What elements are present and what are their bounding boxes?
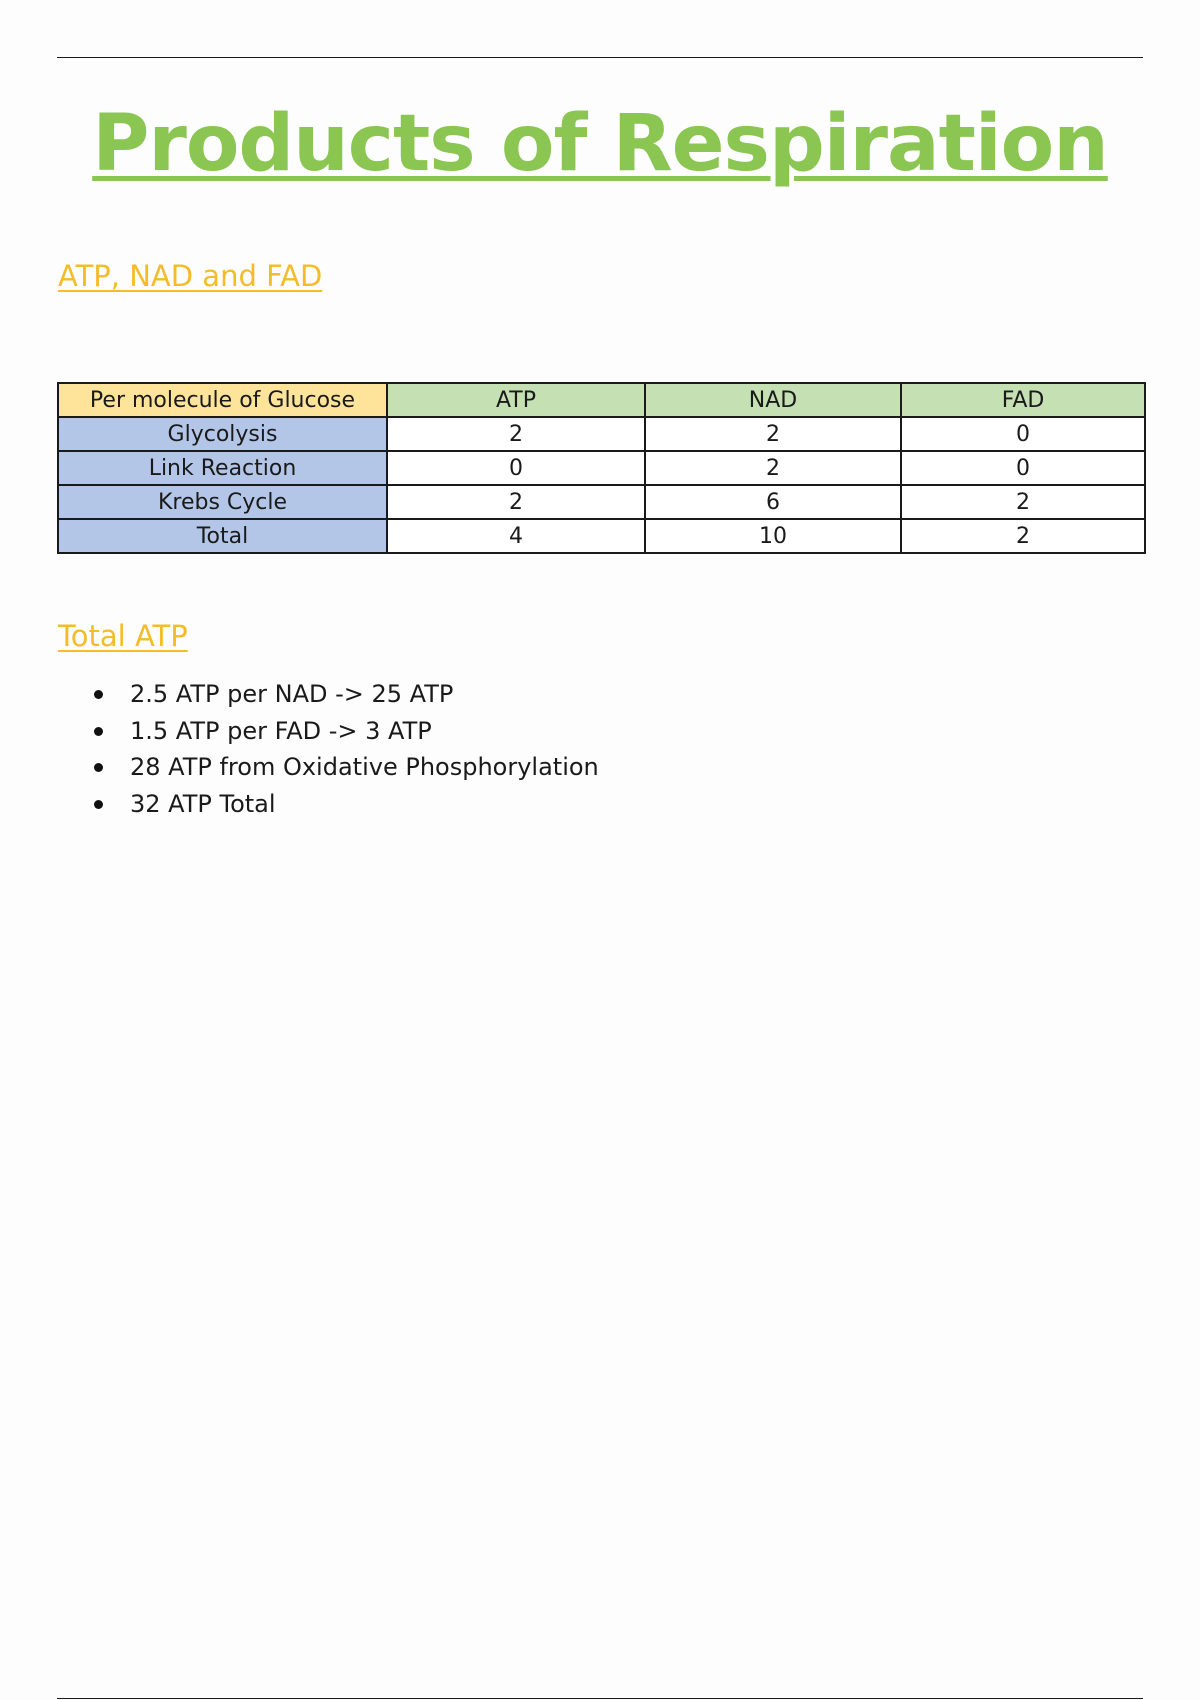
table-cell: 0 <box>901 451 1145 485</box>
bottom-rule <box>57 1698 1143 1699</box>
list-item <box>88 676 599 713</box>
bullet-icon <box>94 690 103 699</box>
table-cell: 2 <box>901 519 1145 553</box>
top-rule <box>57 57 1143 58</box>
table-cell: 2 <box>645 417 901 451</box>
bullet-icon <box>94 800 103 809</box>
list-item <box>88 786 599 823</box>
products-table <box>57 382 1146 554</box>
column-header-nad: NAD <box>645 383 901 417</box>
list-item-text: 1.5 ATP per FAD -> 3 ATP <box>130 716 432 745</box>
list-item-text: 28 ATP from Oxidative Phosphorylation <box>130 753 599 781</box>
table-cell: 10 <box>645 519 901 553</box>
table-row <box>58 485 1145 519</box>
row-header-link-reaction: Link Reaction <box>58 451 387 485</box>
table-cell: 4 <box>387 519 645 553</box>
list-item <box>88 713 599 750</box>
list-item-text: 32 ATP Total <box>130 789 276 818</box>
row-header-glycolysis: Glycolysis <box>58 417 387 451</box>
table-cell: 0 <box>387 451 645 485</box>
column-header-atp: ATP <box>387 383 645 417</box>
bullet-icon <box>94 727 103 736</box>
column-header-fad: FAD <box>901 383 1145 417</box>
row-header-total: Total <box>58 519 387 553</box>
page-title <box>0 94 1200 194</box>
table-cell: 2 <box>387 417 645 451</box>
table-cell: 2 <box>901 485 1145 519</box>
row-header-krebs-cycle: Krebs Cycle <box>58 485 387 519</box>
table-row <box>58 417 1145 451</box>
table-cell: 0 <box>901 417 1145 451</box>
page-title-text: Products of Respiration <box>92 99 1108 190</box>
table-cell: 2 <box>387 485 645 519</box>
table-row <box>58 519 1145 553</box>
bullet-list <box>88 676 599 822</box>
table-cell: 6 <box>645 485 901 519</box>
section-heading-atp-nad-fad: ATP, NAD and FAD <box>58 259 323 293</box>
table-cell: 2 <box>645 451 901 485</box>
bullet-icon <box>94 763 103 772</box>
table-header-row <box>58 383 1145 417</box>
list-item-text: 2.5 ATP per NAD -> 25 ATP <box>130 680 454 708</box>
table-corner-header: Per molecule of Glucose <box>58 383 387 417</box>
list-item <box>88 749 599 786</box>
section-heading-total-atp: Total ATP <box>58 619 188 653</box>
table-row <box>58 451 1145 485</box>
